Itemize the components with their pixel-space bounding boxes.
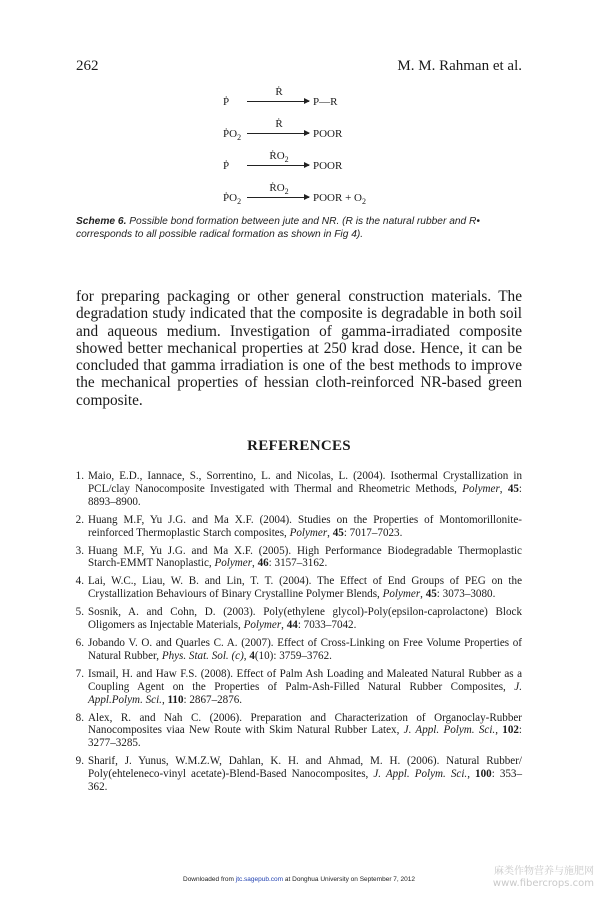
reference-number: 5. <box>75 606 84 619</box>
reference-number: 4. <box>75 575 84 588</box>
reactant: Ṗ <box>223 160 230 172</box>
references-heading: REFERENCES <box>247 438 351 454</box>
reference-number: 3. <box>75 544 84 557</box>
reference-text: Jobando V. O. and Quarles C. A. (2007). Effect of Cross-Linking on Free Volume Properties of Natural Rubber, <box>88 636 522 662</box>
reaction-arrow <box>247 165 309 166</box>
reference-journal: Polymer <box>243 619 282 632</box>
reference-item <box>76 575 522 601</box>
reference-number: 6. <box>75 636 84 649</box>
reference-item <box>76 668 522 707</box>
scheme-caption <box>76 215 524 241</box>
reference-volume: 102 <box>502 724 519 737</box>
reference-separator: , <box>327 526 333 539</box>
reference-pages: : 3157–3162. <box>268 557 328 570</box>
reaction-3 <box>223 152 423 176</box>
reaction-arrow <box>247 133 309 134</box>
reagent: ṘO$_2$ <box>269 150 289 165</box>
reference-journal: Polymer <box>214 557 253 570</box>
reference-separator: , <box>243 649 250 662</box>
reference-item <box>76 755 522 794</box>
reference-volume: 4 <box>249 649 255 662</box>
reference-separator: , <box>495 724 503 737</box>
reference-number: 7. <box>75 667 84 680</box>
reference-pages: : 3277–3285. <box>88 724 523 750</box>
product: POOR <box>313 128 343 140</box>
page-number: 262 <box>76 58 99 74</box>
reference-text: Ismail, H. and Haw F.S. (2008). Effect of Palm Ash Loading and Maleated Natural Rubber as a Coupling Agent on the Properties of Palm-Ash-Filled Natural Rubber Composites, <box>88 667 522 693</box>
reference-separator: , <box>467 768 476 781</box>
reference-pages: : 7017–7023. <box>343 526 403 539</box>
reference-number: 1. <box>75 470 84 482</box>
reference-separator: , <box>161 693 168 706</box>
reference-separator: , <box>281 619 287 632</box>
reference-item <box>76 514 522 540</box>
reference-pages: : 2867–2876. <box>183 693 243 706</box>
product: P—R <box>313 96 338 108</box>
reference-text: Alex, R. and Nah C. (2006). Preparation and Characterization of Organoclay-Rubber Nanocomposites viaa New Route with Skim Natural Rubber Latex, <box>88 711 522 737</box>
reference-item <box>76 606 522 632</box>
watermark: 麻类作物营养与施肥网 www.fibercrops.com <box>492 866 594 889</box>
reaction-2 <box>223 120 423 144</box>
reactant: ṖO$_2$ <box>223 192 242 207</box>
reference-text: Huang M.F, Yu J.G. and Ma X.F. (2004). Studies on the Properties of Montomorillonite-reinforced Thermoplastic Starch composites, <box>88 513 522 539</box>
reference-journal: J. Appl.Polym. Sci. <box>88 680 522 706</box>
reference-number: 2. <box>75 513 84 526</box>
reference-item <box>76 637 522 663</box>
download-footer: Downloaded from jtc.sagepub.com at Donghua University on September 7, 2012 <box>183 876 415 883</box>
footer-link[interactable]: jtc.sagepub.com <box>235 876 284 883</box>
reference-pages: : 3073–3080. <box>436 588 496 601</box>
reference-journal: Polymer <box>462 482 500 495</box>
caption-label: Scheme 6. <box>76 216 127 227</box>
reference-separator: , <box>499 482 508 495</box>
running-head: M. M. Rahman et al. <box>397 58 522 74</box>
reference-item <box>76 545 522 571</box>
reference-item <box>76 712 522 751</box>
reference-pages: : 8893–8900. <box>88 482 522 508</box>
reference-volume: 45 <box>332 526 344 539</box>
reference-pages: : 7033–7042. <box>297 619 357 632</box>
reference-separator: , <box>252 557 258 570</box>
reference-text: Maio, E.D., Iannace, S., Sorrentino, L. and Nicolas, L. (2004). Isothermal Crystallization in PCL/clay Nanocomposite Investigated with Thermal and Rheometric Methods, <box>88 470 522 495</box>
reference-separator: , <box>420 588 426 601</box>
reference-volume: 100 <box>475 768 492 781</box>
reaction-4 <box>223 184 423 208</box>
body-paragraph: for preparing packaging or other general construction materials. The degradation study indicated that the composite is degradable in both soil and aqueous medium. Investigation of gamma-irradiated composite showed better mechanical properties at 250 krad dose. Hence, it can be concluded that gamma irradiation is one of the best methods to improve the mechanical properties of hessian cloth-reinforced NR-based green composite. <box>76 288 522 409</box>
reference-item <box>76 470 522 509</box>
reference-volume: 45 <box>425 588 437 601</box>
reference-text: Huang M.F, Yu J.G. and Ma X.F. (2005). High Performance Biodegradable Thermoplastic Starch-EMMT Nanoplastic, <box>88 544 522 570</box>
reference-journal: Polymer <box>382 588 421 601</box>
reference-pages: (10): 3759–3762. <box>254 649 332 662</box>
reference-journal: J. Appl. Polym. Sci. <box>403 724 496 737</box>
caption-text: Possible bond formation between jute and NR. (R is the natural rubber and R• corresponds to all possible radical formation as shown in Fig 4). <box>76 216 480 240</box>
reference-number: 9. <box>75 755 84 768</box>
product: POOR + $O_2$ <box>313 192 366 207</box>
reference-number: 8. <box>75 711 84 724</box>
reagent: Ṙ <box>275 86 283 98</box>
reference-text: Lai, W.C., Liau, W. B. and Lin, T. T. (2004). The Effect of End Groups of PEG on the Crystallization Behaviours of Binary Crystalline Polymer Blends, <box>88 575 522 601</box>
reference-journal: Polymer <box>289 526 328 539</box>
reference-volume: 45 <box>507 482 519 495</box>
reference-list <box>76 470 522 799</box>
reactant: ṖO$_2$ <box>223 128 242 143</box>
reagent: ṘO$_2$ <box>269 182 289 197</box>
reaction-arrow <box>247 101 309 102</box>
reaction-arrow <box>247 197 309 198</box>
product: POOR <box>313 160 343 172</box>
reagent: Ṙ <box>275 118 283 130</box>
reference-volume: 44 <box>286 619 298 632</box>
reaction-1 <box>223 88 423 112</box>
reactant: Ṗ <box>223 96 230 108</box>
reference-text: Sharif, J. Yunus, W.M.Z.W, Dahlan, K. H. and Ahmad, M. H. (2006). Natural Rubber/ Poly(ehteleneco-vinyl acetate)-Blend-Based Nanocomposites, <box>88 755 522 781</box>
reference-text: Sosnik, A. and Cohn, D. (2003). Poly(ethylene glycol)-Poly(epsilon-caprolactone) Block Oligomers as Injectable Materials, <box>88 606 522 632</box>
reference-journal: J. Appl. Polym. Sci. <box>373 768 468 781</box>
reference-volume: 46 <box>257 557 269 570</box>
reference-journal: Phys. Stat. Sol. (c) <box>161 649 244 662</box>
reference-pages: : 353–362. <box>88 768 523 794</box>
reference-volume: 110 <box>167 693 184 706</box>
